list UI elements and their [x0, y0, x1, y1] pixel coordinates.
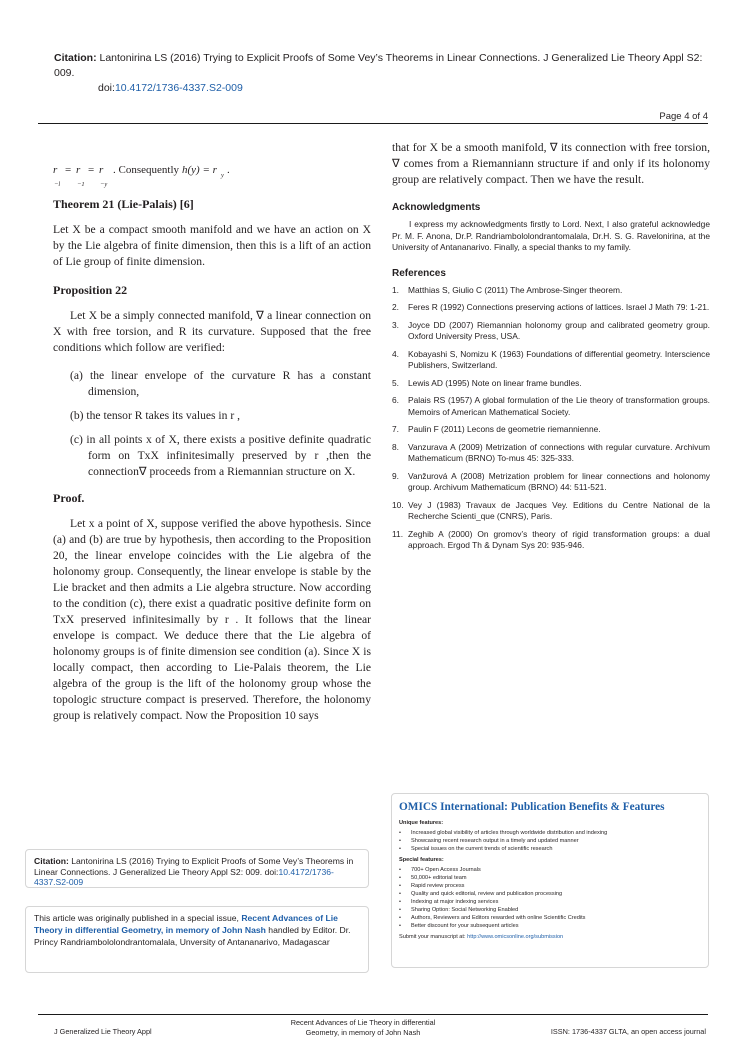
reference-number: 6. [392, 395, 399, 405]
special-features-list [399, 866, 701, 930]
list-item: • 50,000+ editorial team [399, 875, 467, 881]
conditions-list [70, 368, 371, 480]
submit-link[interactable]: http://www.omicsonline.org/submission [467, 934, 564, 940]
citation-doi [54, 81, 710, 96]
list-item: • Special issues on the current trends of scientific research [399, 846, 553, 852]
citation-box-label: Citation: [34, 856, 69, 866]
unique-features-label: Unique features: [399, 820, 444, 826]
citation-text: Lantonirina LS (2016) Trying to Explicit Proofs of Some Vey’s Theorems in Linear Connections. J Generalized Lie Theory Appl S2: 009. [54, 52, 703, 79]
math-h-sub: y [221, 172, 224, 179]
theorem-title: Theorem 21 (Lie-Palais) [6] [53, 197, 194, 211]
math-expression [53, 140, 371, 188]
reference-text: Feres R (1992) Connections preserving actions of lattices. Israel J Math 79: 1-21. [408, 302, 710, 312]
reference-text: Vanzurava A (2009) Metrization of connections with regular curvature. Archivum Mathematicum (BRNO) To-mus 45: 325-333. [408, 441, 710, 463]
omics-title: OMICS International: Publication Benefits & Features [399, 801, 665, 813]
reference-text: Zeghib A (2000) On gromov’s theory of rigid transformation groups: a dual approach. Ergod Th & Dynam Sys 20: 935-946. [408, 528, 710, 550]
reference-item [392, 500, 710, 523]
reference-text: Palais RS (1957) A global formulation of the Lie theory of transformation groups. Memoirs of American Mathematical Society. [408, 395, 710, 417]
reference-item [392, 285, 710, 297]
math-sub2: −1 [77, 181, 85, 188]
footer-special-issue: Recent Advances of Lie Theory in differential Geometry, in memory of John Nash [290, 1018, 436, 1037]
special-issue-title[interactable]: Recent Advances of Lie Theory in differential Geometry, in memory of John Nash [34, 913, 338, 935]
feature-text: Increased global visibility of articles through worldwide distribution and indexing [411, 830, 608, 836]
reference-item [392, 378, 710, 390]
feature-text: 50,000+ editorial team [411, 875, 467, 881]
feature-text: Rapid review process [411, 883, 465, 889]
citation-label: Citation: [54, 52, 97, 64]
footer-issn: ISSN: 1736-4337 GLTA, an open access journal [550, 1027, 706, 1036]
reference-item [392, 395, 710, 418]
citation-box-doi-link[interactable]: 10.4172/1736-4337.S2-009 [34, 866, 334, 887]
feature-text: Quality and quick editorial, review and publication processing [411, 891, 563, 897]
special-issue-post: handled by Editor. Dr. Princy Randriambololondrantomalala, Unversity of Antananarivo, Madagascar [34, 924, 351, 947]
list-item: • Sharing Option: Social Networking Enabled [399, 907, 519, 913]
reference-number: 10. [392, 499, 404, 510]
citation-box-doi-prefix: doi: [264, 866, 279, 877]
reference-number: 8. [392, 441, 399, 452]
feature-text: Indexing at major indexing services [411, 899, 499, 905]
page-number: Page 4 of 4 [659, 111, 708, 122]
doi-link[interactable]: 10.4172/1736-4337.S2-009 [114, 82, 243, 94]
list-item: • Increased global visibility of articles through worldwide distribution and indexing [399, 830, 608, 836]
unique-features-list [399, 829, 701, 853]
math-sub3: −y [100, 181, 108, 188]
feature-text: Authors, Reviewers and Editors rewarded with online Scientific Credits [411, 915, 586, 921]
proposition-title: Proposition 22 [53, 283, 128, 297]
list-item: • Indexing at major indexing services [399, 899, 499, 905]
reference-item [392, 320, 710, 343]
reference-number: 2. [392, 302, 399, 312]
math-end: . [227, 164, 230, 176]
condition-c: (c) in all points x of X, there exists a positive definite quadratic form on TxX infinitesimally preserved by r ,then the connection∇ proceeds from a Riemannian structure on X. [70, 433, 371, 478]
reference-number: 3. [392, 319, 399, 330]
list-item: • Rapid review process [399, 883, 465, 889]
references-title: References [392, 267, 446, 279]
reference-number: 5. [392, 377, 399, 388]
left-column [53, 140, 371, 736]
reference-text: Matthias S, Giulio C (2011) The Ambrose-Singer theorem. [408, 284, 623, 295]
math-eq2: = [88, 164, 95, 176]
math-r2: r [76, 164, 81, 176]
top-citation [54, 51, 710, 96]
condition-b: (b) the tensor R takes its values in r , [70, 409, 241, 422]
condition-a: (a) the linear envelope of the curvature R has a constant dimension, [70, 369, 371, 398]
feature-text: Sharing Option: Social Networking Enabled [411, 907, 519, 913]
special-issue-pre: This article was originally published in a special issue, [34, 913, 242, 923]
citation-box-text: Lantonirina LS (2016) Trying to Explicit Proofs of Some Vey’s Theorems in Linear Connections. J Generalized Lie Theory Appl S2: 009. [34, 856, 354, 877]
reference-number: 9. [392, 470, 399, 481]
proof-title: Proof. [53, 491, 85, 505]
reference-text: Vey J (1983) Travaux de Jacques Vey. Editions du Centre National de la Recherche Scienti_que (CNRS), Paris. [408, 499, 710, 521]
feature-text: Special issues on the current trends of scientific research [411, 846, 553, 852]
list-item: • Quality and quick editorial, review and publication processing [399, 891, 563, 897]
reference-item [392, 442, 710, 465]
acknowledgments-text: I express my acknowledgments firstly to Lord. Next, I also grateful acknowledge Pr. M. F. Anona, Dr.P. Randriambololondrantomalala, Dr.H. S. G. Ravelonirina, at the University of Antananarivo. Finally, a special thanks to my family. [392, 219, 710, 252]
footer-divider [38, 1014, 708, 1015]
special-features-label: Special features: [399, 857, 444, 863]
reference-text: Lewis AD (1995) Note on linear frame bundles. [408, 377, 582, 388]
proof-text: Let x a point of X, suppose verified the above hypothesis. Since (a) and (b) are true by hypothesis, then according to the Proposition 20, the linear envelope coincides with the Lie algebra of the holonomy group. Consequently, the linear envelope is stable by the Lie bracket and then admits a Lie algebra structure. Now according to the condition (c), there exist a quadratic positive definite form on TxX preserved infinitesimally by r . It follows that the linear envelope is compact. We deduce there that the Lie algebra of holonomy groups is of finite dimension see condition (a). Since X is locally compact, then according to Lie-Palais theorem, the Lie algebra of the group is the lift of the holonomy group whose the topologic structure compact is preserved. Therefore, the holonomy group is relatively compact. Now the Proposition 10 says [53, 517, 371, 722]
reference-number: 4. [392, 348, 399, 359]
reference-text: Joyce DD (2007) Riemannian holonomy group and calibrated geometry group. Oxford University Press, USA. [408, 319, 710, 341]
reference-text: Paulin F (2011) Lecons de geometrie riemannienne. [408, 424, 601, 434]
reference-text: Kobayashi S, Nomizu K (1963) Foundations of differential geometry. Interscience Publishers, Switzerland. [408, 348, 710, 370]
math-consequently: . Consequently [113, 164, 179, 176]
reference-item [392, 424, 710, 436]
reference-number: 7. [392, 424, 399, 434]
feature-text: Showcasing recent research output in a timely and updated manner [411, 838, 579, 844]
right-column [392, 140, 710, 558]
math-r1: r [53, 164, 58, 176]
submit-line [399, 934, 701, 940]
reference-number: 1. [392, 284, 399, 295]
list-item: • Better discount for your subsequent articles [399, 923, 519, 929]
submit-label: Submit your manuscript at: [399, 934, 468, 940]
reference-number: 11. [392, 528, 404, 539]
feature-text: Better discount for your subsequent articles [411, 923, 519, 929]
list-item: • Showcasing recent research output in a timely and updated manner [399, 838, 579, 844]
reference-item [392, 349, 710, 372]
proposition-text: Let X be a simply connected manifold, ∇ a linear connection on X with free torsion, and R its curvature. Supposed that the free conditions which follow are verified: [53, 309, 371, 354]
references-list [392, 285, 710, 552]
header-divider [38, 123, 708, 124]
theorem-text: Let X be a compact smooth manifold and we have an action on X by the Lie algebra of finite dimension, then this is a lift of an action of Lie group of finite dimension. [53, 223, 371, 268]
feature-text: 700+ Open Access Journals [411, 867, 481, 873]
list-item: • 700+ Open Access Journals [399, 867, 481, 873]
math-h-expr: h(y) = r [182, 164, 217, 176]
math-eq1: = [65, 164, 72, 176]
citation-box [25, 849, 369, 888]
math-sub1: −l [54, 181, 61, 188]
reference-item [392, 302, 710, 314]
doi-prefix: doi: [98, 82, 115, 94]
reference-item [392, 471, 710, 494]
math-r3: r [99, 164, 104, 176]
omics-benefits-box [391, 793, 709, 968]
special-issue-box [25, 906, 369, 973]
proof-continuation: that for X be a smooth manifold, ∇ its connection with free torsion, ∇ comes from a Riemanniann structure if and only if its holonomy group are relatively compact. Then we have the result. [392, 141, 710, 186]
list-item: • Authors, Reviewers and Editors rewarded with online Scientific Credits [399, 915, 586, 921]
footer-journal: J Generalized Lie Theory Appl [54, 1027, 152, 1036]
acknowledgments-title: Acknowledgments [392, 202, 481, 213]
reference-text: Vanžurová A (2008) Metrization problem for linear connections and holonomy group. Archivum Mathematicum (BRNO) 44: 511-521. [408, 470, 710, 492]
reference-item [392, 529, 710, 552]
